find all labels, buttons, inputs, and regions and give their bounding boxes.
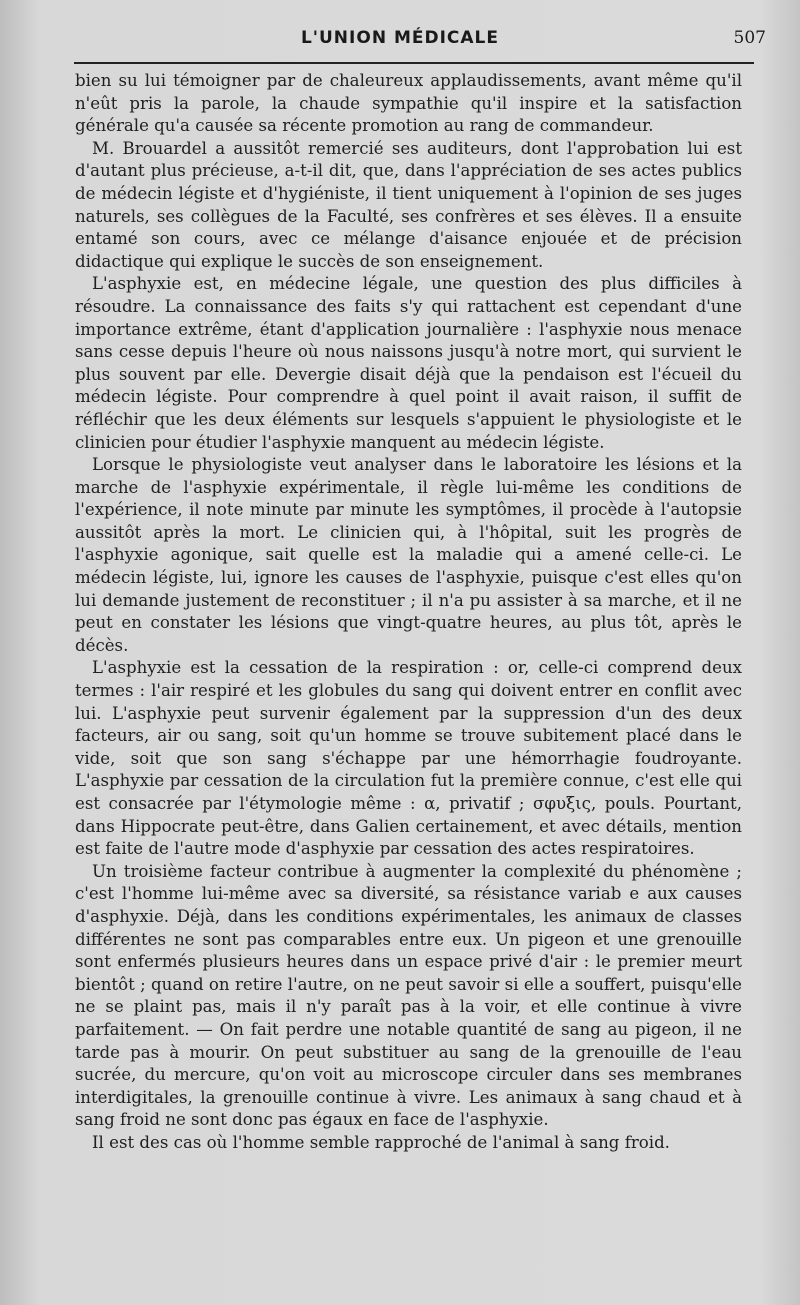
article-body [75, 70, 742, 1155]
paragraph-4: Lorsque le physiologiste veut analyser dans le laboratoire les lésions et la marche de l'asphyxie expérimentale, il règle lui-même les conditions de l'expérience, il note minute par minute les symptômes, il procède à l'autopsie aussitôt après la mort. Le clinicien qui, à l'hôpital, suit les progrès de l'asphyxie agonique, sait quelle est la maladie qui a amené celle-ci. Le médecin légiste, lui, ignore les causes de l'asphyxie, puisque c'est elles qu'on lui demande justement de reconstituer ; il n'a pu assister à sa marche, et il ne peut en constater les lésions que vingt-quatre heures, au plus tôt, après le décès. [75, 455, 742, 655]
paragraph-1: bien su lui témoigner par de chaleureux applaudissements, avant même qu'il n'eût pris la parole, la chaude sympathie qu'il inspire et la satisfaction générale qu'a causée sa récente promotion au rang de commandeur. [75, 71, 742, 136]
paragraph-2: M. Brouardel a aussitôt remercié ses auditeurs, dont l'approbation lui est d'autant plus précieuse, a-t-il dit, que, dans l'appréciation de ses actes publics de médecin légiste et d'hygiéniste, il tient uniquement à l'opinion de ses juges naturels, ses collègues de la Faculté, ses confrères et ses élèves. Il a ensuite entamé son cours, avec ce mélange d'aisance enjouée et de précision didactique qui explique le succès de son enseignement. [75, 138, 742, 271]
paragraph-5: L'asphyxie est la cessation de la respiration : or, celle-ci comprend deux termes : l'air respiré et les globules du sang qui doivent entrer en conflit avec lui. L'asphyxie peut survenir également par la suppression d'un des deux facteurs, air ou sang, soit qu'un homme se trouve subitement placé dans le vide, soit que son sang s'échappe par une hémorrhagie foudroyante. L'asphyxie par cessation de la circulation fut la première connue, c'est elle qui est consacrée par l'étymologie même : α, privatif ; σφυξις, pouls. Pourtant, dans Hippocrate peut-être, dans Galien certainement, et avec détails, mention est faite de l'autre mode d'asphyxie par cessation des actes respiratoires. [75, 658, 742, 859]
paragraph-3: L'asphyxie est, en médecine légale, une question des plus difficiles à résoudre. La connaissance des faits s'y qui rattachent est cependant d'une importance extrême, étant d'application journalière : l'asphyxie nous menace sans cesse depuis l'heure où nous naissons jusqu'à notre mort, qui survient le plus souvent par elle. Devergie disait déjà que la pendaison est l'écueil du médecin légiste. Pour comprendre à quel point il avait raison, il suffit de réfléchir que les deux éléments sur lesquels s'appuient le physiologiste et le clinicien pour étudier l'asphyxie manquent au médecin légiste. [75, 274, 742, 452]
page-number: 507 [733, 28, 766, 48]
running-head [0, 28, 800, 56]
paragraph-7: Il est des cas où l'homme semble rapproché de l'animal à sang froid. [92, 1132, 670, 1152]
header-rule [74, 62, 754, 64]
journal-title: L'UNION MÉDICALE [300, 28, 500, 48]
paragraph-6: Un troisième facteur contribue à augmenter la complexité du phénomène ; c'est l'homme lui-même avec sa diversité, sa résistance variab e aux causes d'asphyxie. Déjà, dans les conditions expérimentales, les animaux de classes différentes ne sont pas comparables entre eux. Un pigeon et une grenouille sont enfermés plusieurs heures dans un espace privé d'air : le premier meurt bientôt ; quand on retire l'autre, on ne peut savoir si elle a souffert, puisqu'elle ne se plaint pas, mais il n'y paraît pas à la voir, et elle continue à vivre parfaitement. — On fait perdre une notable quantité de sang au pigeon, il ne tarde pas à mourir. On peut substituer au sang de la grenouille de l'eau sucrée, du mercure, qu'on voit au microscope circuler dans ses membranes interdigitales, la grenouille continue à vivre. Les animaux à sang chaud et à sang froid ne sont donc pas égaux en face de l'asphyxie. [75, 861, 742, 1130]
